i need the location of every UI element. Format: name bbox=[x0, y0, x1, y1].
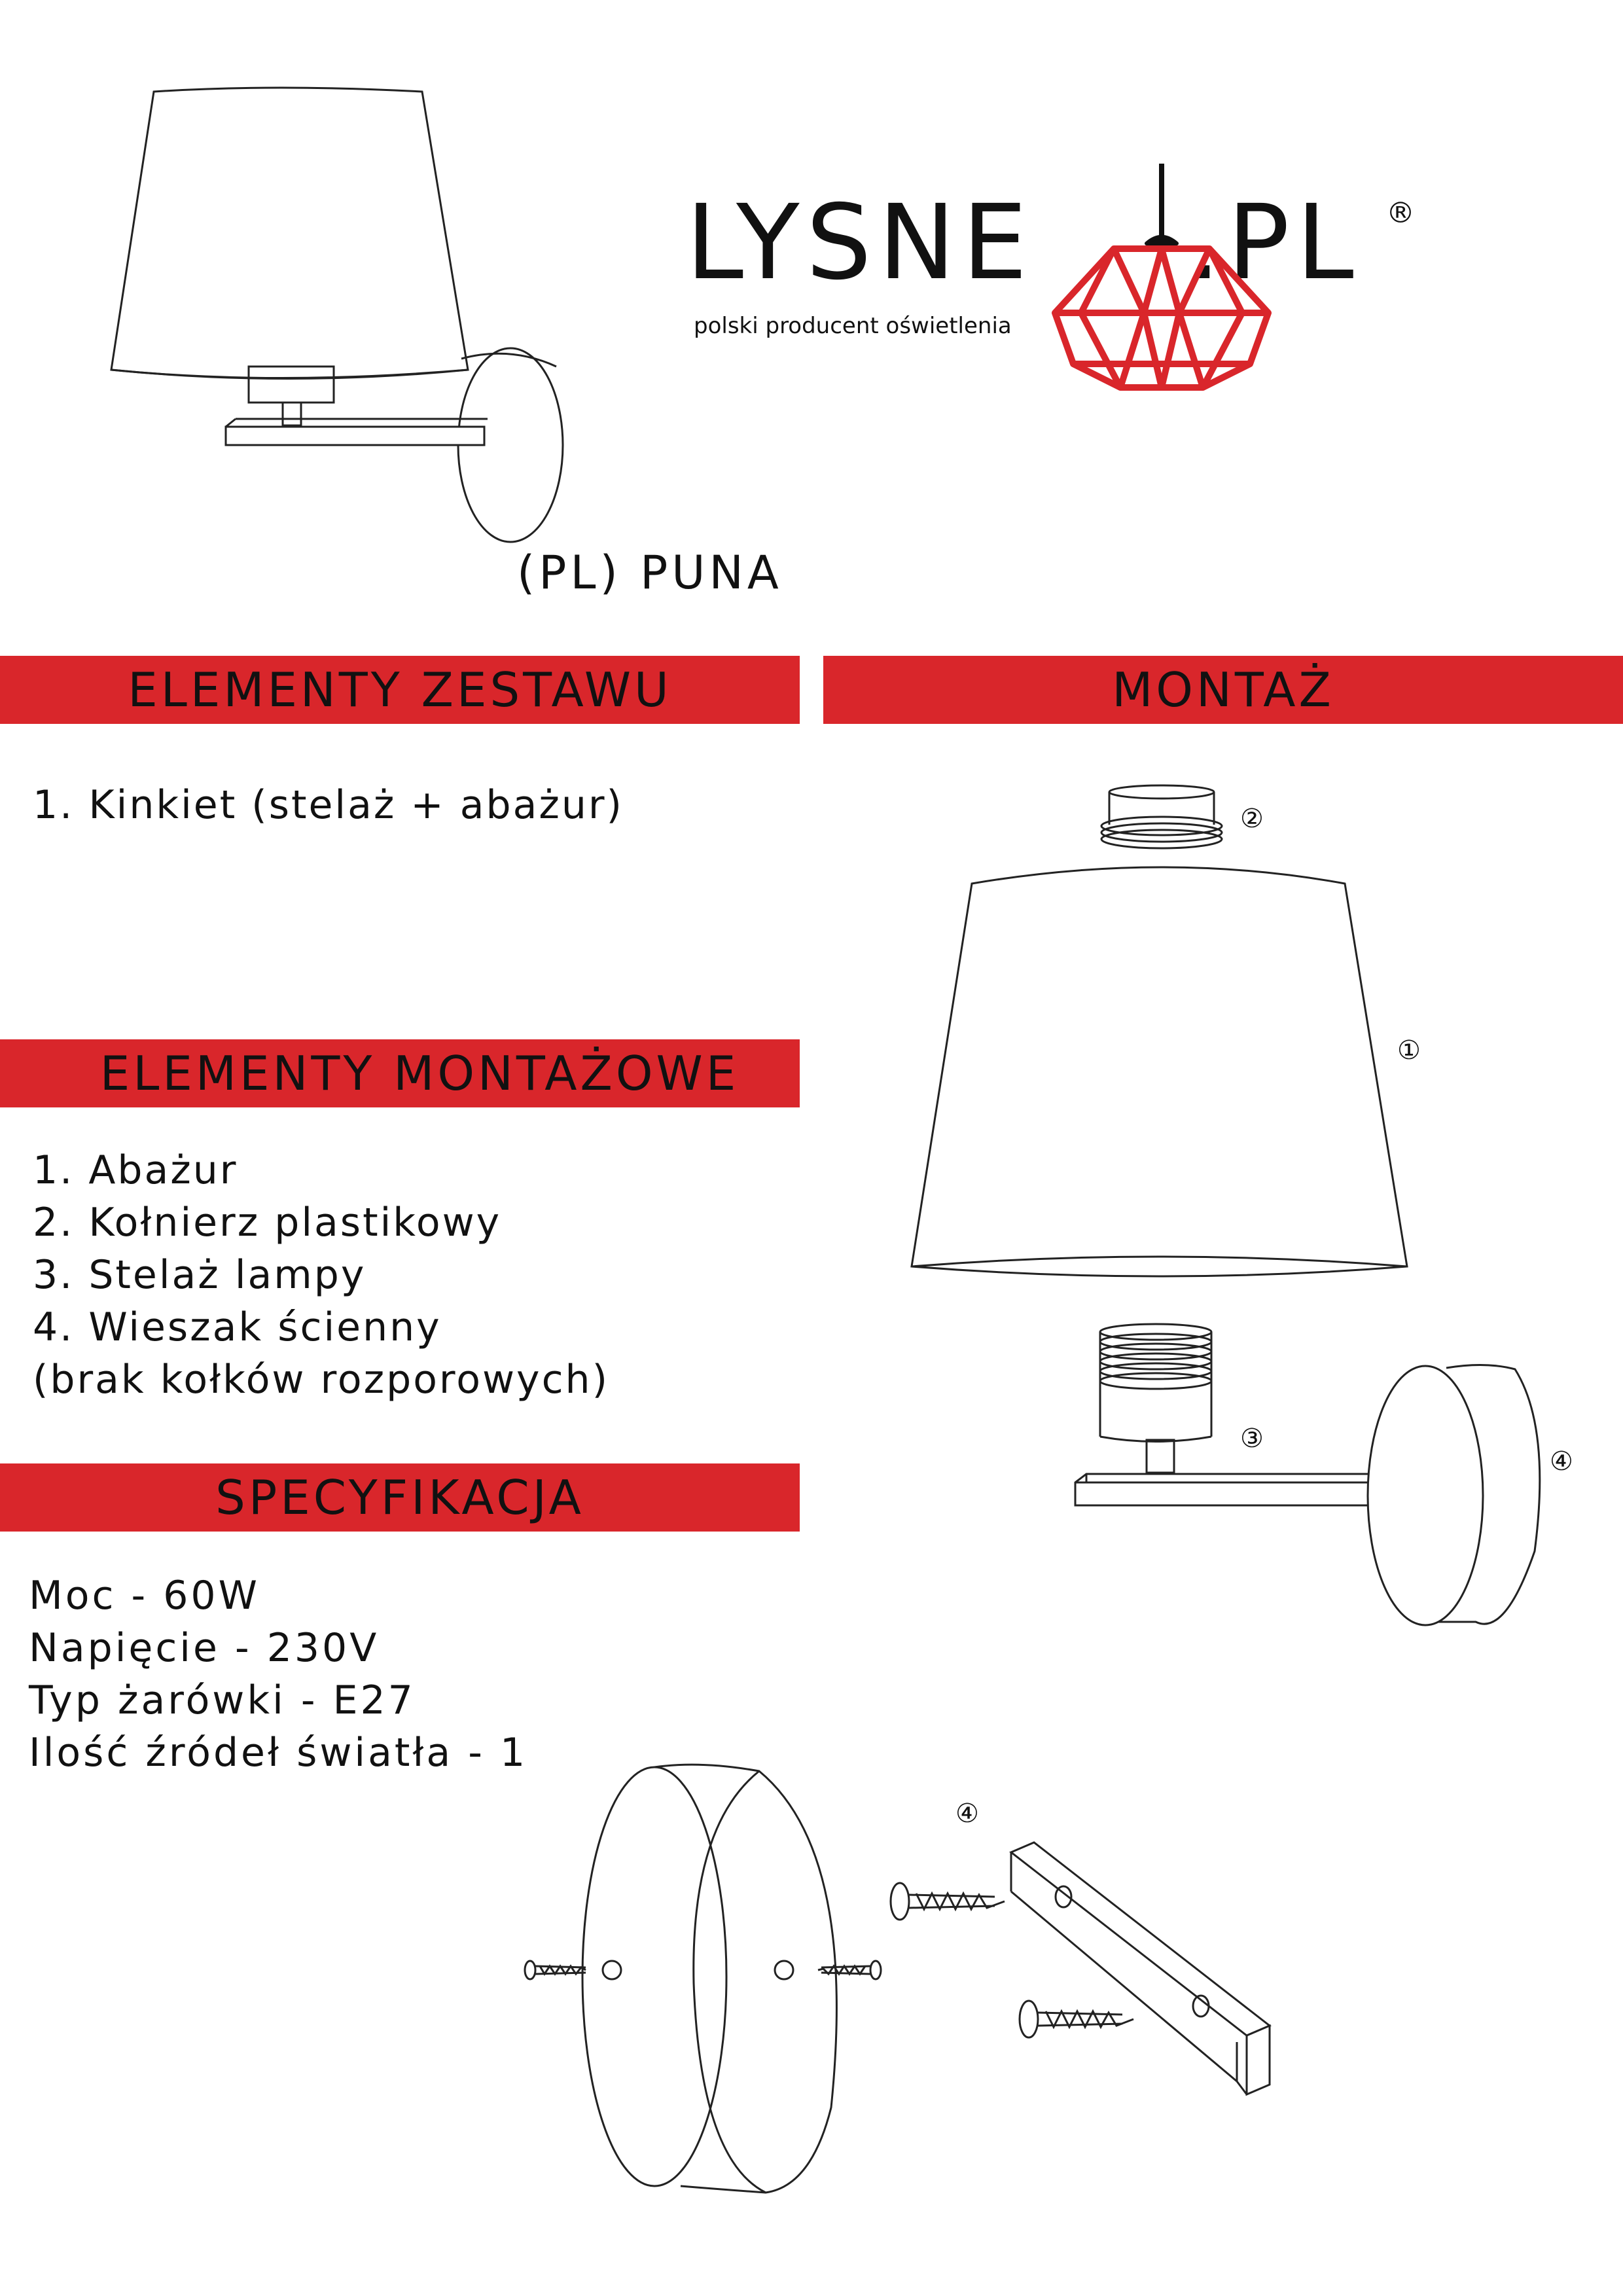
kit-heading: ELEMENTY ZESTAWU bbox=[128, 662, 672, 717]
shade-drawing bbox=[912, 867, 1407, 1276]
screw-lower-bracket bbox=[1020, 2001, 1133, 2037]
list-item: 1. Kinkiet (stelaż + abażur) bbox=[33, 782, 624, 828]
collar-drawing bbox=[1101, 785, 1222, 848]
product-thumbnail bbox=[111, 88, 563, 542]
marker-bracket: ④ bbox=[1550, 1446, 1573, 1477]
screw-left bbox=[525, 1961, 586, 1979]
mounting-heading: ELEMENTY MONTAŻOWE bbox=[99, 1046, 740, 1101]
list-item: 3. Stelaż lampy bbox=[33, 1252, 366, 1298]
marker-bracket-bottom: ④ bbox=[955, 1799, 979, 1829]
registered-mark: ® bbox=[1386, 196, 1415, 230]
list-item: Napięcie - 230V bbox=[29, 1625, 380, 1671]
list-item: (brak kołków rozporowych) bbox=[33, 1357, 609, 1403]
spec-heading-bar bbox=[0, 1463, 800, 1532]
wall-bracket-drawing bbox=[1368, 1365, 1540, 1625]
kit-heading-bar bbox=[0, 656, 800, 724]
assembly-heading-bar bbox=[823, 656, 1623, 724]
list-item: 4. Wieszak ścienny bbox=[33, 1304, 442, 1350]
assembly-heading: MONTAŻ bbox=[1112, 662, 1334, 717]
kit-list bbox=[33, 779, 624, 831]
list-item: Moc - 60W bbox=[29, 1573, 260, 1619]
list-item: 2. Kołnierz plastikowy bbox=[33, 1200, 502, 1246]
mounting-heading-bar bbox=[0, 1039, 800, 1107]
pendant-lamp-logo-icon bbox=[1055, 164, 1268, 387]
marker-collar: ② bbox=[1240, 804, 1264, 834]
angled-bracket-drawing bbox=[1011, 1842, 1270, 2094]
screw-upper-bracket bbox=[891, 1883, 1005, 1920]
product-title: (PL) PUNA bbox=[517, 546, 783, 600]
spec-heading: SPECYFIKACJA bbox=[215, 1470, 584, 1525]
screw-right bbox=[818, 1961, 881, 1979]
list-item: 1. Abażur bbox=[33, 1147, 238, 1193]
brand-tagline: polski producent oświetlenia bbox=[694, 313, 1012, 339]
brand-name-left: LYSNE bbox=[686, 183, 1034, 303]
marker-shade: ① bbox=[1397, 1035, 1421, 1066]
mounting-ring-drawing bbox=[582, 1765, 836, 2193]
brand-name-right: .PL bbox=[1188, 183, 1361, 303]
list-item: Ilość źródeł światła - 1 bbox=[29, 1730, 528, 1776]
spec-list bbox=[29, 1570, 527, 1779]
mounting-list bbox=[33, 1144, 609, 1406]
marker-frame: ③ bbox=[1240, 1424, 1264, 1454]
list-item: Typ żarówki - E27 bbox=[29, 1677, 416, 1723]
